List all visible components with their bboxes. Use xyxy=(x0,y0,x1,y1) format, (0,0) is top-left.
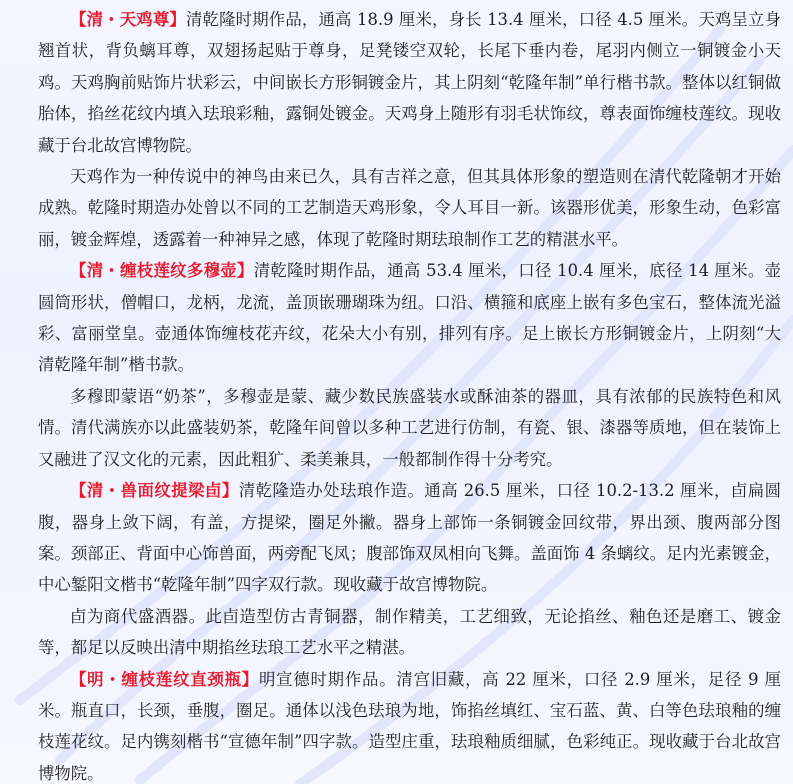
heading-duomu-hu: 【清・缠枝莲纹多穆壶】 xyxy=(70,261,254,281)
paragraph-text: 卣为商代盛酒器。此卣造型仿古青铜器，制作精美，工艺细致，无论掐丝、釉色还是磨工、镀金等，都足以反映出清中期掐丝珐琅工艺水平之精湛。 xyxy=(38,606,781,658)
paragraph-text: 清乾隆时期作品，通高 53.4 厘米，口径 10.4 厘米，底径 14 厘米。壶圆筒形状，僧帽口，龙柄，龙流，盖顶嵌珊瑚珠为纽。口沿、横箍和底座上嵌有多色宝石，整体流光溢彩、富丽堂皇。壶通体饰缠枝花卉纹，花朵大小有别，排列有序。足上嵌长方形铜镀金片，上阴刻“大清乾隆年制”楷书款。 xyxy=(38,261,782,375)
paragraph-duomu-commentary xyxy=(38,381,781,475)
paragraph-tianji-zun xyxy=(38,4,781,161)
paragraph-duomu-hu xyxy=(38,255,781,381)
heading-zhijing-ping: 【明・缠枝莲纹直颈瓶】 xyxy=(70,669,259,689)
paragraph-text: 明宣德时期作品。清宫旧藏，高 22 厘米，口径 2.9 厘米，足径 9 厘米。瓶直口，长颈，垂腹，圈足。通体以浅色珐琅为地，饰掐丝填红、宝石蓝、黄、白等色珐琅釉的缠枝莲花纹。足内镌刻楷书“宣德年制”四字款。造型庄重，珐琅釉质细腻，色彩纯正。现收藏于台北故宫博物院。 xyxy=(38,669,781,783)
paragraph-tiliang-you xyxy=(38,475,781,601)
paragraph-text: 清乾隆造办处珐琅作造。通高 26.5 厘米，口径 10.2-13.2 厘米，卣扁圆腹，器身上敛下阔，有盖，方提梁，圈足外撇。器身上部饰一条铜镀金回纹带，界出颈、腹两部分图案。颈部正、背面中心饰兽面，两旁配飞凤；腹部饰双凤相向飞舞。盖面饰 4 条螭纹。足内光素镀金，中心錾阳文楷书“乾隆年制”四字双行款。现收藏于故宫博物院。 xyxy=(38,481,781,595)
heading-tiliang-you: 【清・兽面纹提梁卣】 xyxy=(70,481,239,501)
paragraph-text: 天鸡作为一种传说中的神鸟由来已久，具有吉祥之意，但其具体形象的塑造则在清代乾隆朝才开始成熟。乾隆时期造办处曾以不同的工艺制造天鸡形象，令人耳目一新。该器形优美，形象生动，色彩富丽，镀金辉煌，透露着一种神异之感，体现了乾隆时期珐琅制作工艺的精湛水平。 xyxy=(38,167,781,249)
paragraph-you-commentary xyxy=(38,601,781,664)
paragraph-text: 清乾隆时期作品，通高 18.9 厘米，身长 13.4 厘米，口径 4.5 厘米。天鸡呈立身翘首状，背负螭耳尊，双翅扬起贴于尊身，足凳镂空双轮，长尾下垂内卷，尾羽内侧立一铜镀金小天鸡。天鸡胸前贴饰片状彩云，中间嵌长方形铜镀金片，其上阴刻“乾隆年制”单行楷书款。整体以红铜做胎体，掐丝花纹内填入珐琅彩釉，露铜处镀金。天鸡身上随形有羽毛状饰纹，尊表面饰缠枝莲纹。现收藏于台北故宫博物院。 xyxy=(38,10,781,155)
paragraph-text: 多穆即蒙语“奶茶”，多穆壶是蒙、藏少数民族盛装水或酥油茶的器皿，具有浓郁的民族特色和风情。清代满族亦以此盛装奶茶，乾隆年间曾以多种工艺进行仿制，有瓷、银、漆器等质地，但在装饰上又融进了汉文化的元素，因此粗犷、柔美兼具，一般都制作得十分考究。 xyxy=(38,386,781,469)
paragraph-zhijing-ping xyxy=(38,664,781,784)
heading-tianji-zun: 【清・天鸡尊】 xyxy=(70,10,186,29)
paragraph-tianji-commentary xyxy=(38,161,781,255)
